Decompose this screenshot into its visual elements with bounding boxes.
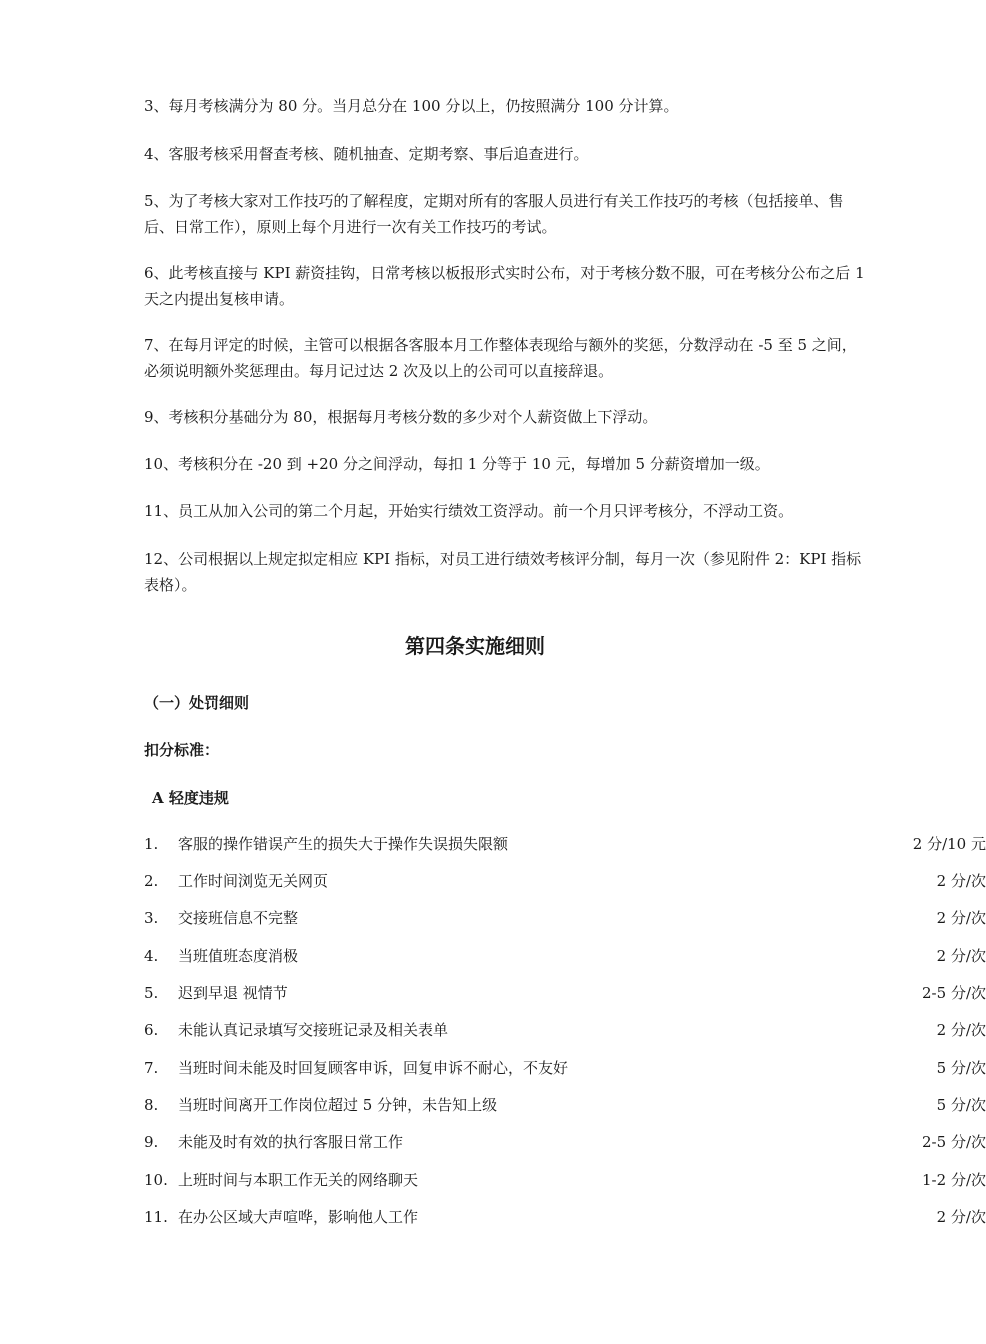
item-number: 3. — [144, 909, 159, 927]
item-text: 未能及时有效的执行客服日常工作 — [178, 1133, 404, 1151]
item-number: 5. — [144, 984, 159, 1002]
item-text: 当班时间未能及时回复顾客申诉，回复申诉不耐心，不友好 — [178, 1059, 569, 1077]
item-score: 5 分/次 — [936, 1096, 986, 1114]
item-number: 10. — [144, 1171, 168, 1189]
rule-paragraph-12: 12、公司根据以上规定拟定相应 KPI 指标，对员工进行绩效考核评分制，每月一次（参见附件 2：KPI 指标表格）。 — [144, 550, 862, 594]
category-label: A 轻度违规 — [152, 789, 229, 807]
rule-paragraph-7: 7、在每月评定的时候，主管可以根据各客服本月工作整体表现给与额外的奖惩，分数浮动在 -5 至 5 之间，必须说明额外奖惩理由。每月记过达 2 次及以上的公司可以直接辞退。 — [144, 336, 857, 380]
item-score: 2 分/次 — [936, 872, 986, 890]
list-item — [144, 1092, 986, 1118]
item-number: 8. — [144, 1096, 159, 1114]
list-item — [144, 1055, 986, 1081]
list-item — [144, 1204, 986, 1230]
item-text: 在办公区域大声喧哗，影响他人工作 — [178, 1208, 419, 1226]
item-score: 2 分/10 元 — [912, 835, 986, 853]
list-item — [144, 905, 986, 931]
section-heading: 第四条实施细则 — [405, 634, 545, 658]
rule-paragraph-6: 6、此考核直接与 KPI 薪资挂钩，日常考核以板报形式实时公布，对于考核分数不服，可在考核分公布之后 1 天之内提出复核申请。 — [144, 264, 865, 308]
item-score: 2 分/次 — [936, 1021, 986, 1039]
item-text: 当班值班态度消极 — [178, 947, 299, 965]
item-text: 上班时间与本职工作无关的网络聊天 — [178, 1171, 419, 1189]
list-item — [144, 868, 986, 894]
list-item — [144, 1167, 986, 1193]
item-text: 当班时间离开工作岗位超过 5 分钟，未告知上级 — [178, 1096, 498, 1114]
item-score: 1-2 分/次 — [922, 1171, 986, 1189]
item-score: 2-5 分/次 — [922, 984, 986, 1002]
subsection-title: （一）处罚细则 — [144, 694, 250, 712]
rule-paragraph-9: 9、考核积分基础分为 80，根据每月考核分数的多少对个人薪资做上下浮动。 — [144, 408, 658, 426]
deduction-label: 扣分标准： — [144, 741, 220, 759]
list-item — [144, 831, 986, 857]
item-number: 6. — [144, 1021, 159, 1039]
list-item — [144, 1129, 986, 1155]
item-number: 11. — [144, 1208, 168, 1226]
item-number: 1. — [144, 835, 159, 853]
item-text: 工作时间浏览无关网页 — [178, 872, 329, 890]
item-number: 9. — [144, 1133, 159, 1151]
list-item — [144, 1017, 986, 1043]
item-text: 交接班信息不完整 — [178, 909, 299, 927]
rule-paragraph-10: 10、考核积分在 -20 到 +20 分之间浮动，每扣 1 分等于 10 元，每增加 5 分薪资增加一级。 — [144, 455, 770, 473]
item-text: 未能认真记录填写交接班记录及相关表单 — [178, 1021, 449, 1039]
item-score: 2 分/次 — [936, 909, 986, 927]
item-text: 客服的操作错误产生的损失大于操作失误损失限额 — [178, 835, 509, 853]
item-score: 2 分/次 — [936, 1208, 986, 1226]
item-number: 4. — [144, 947, 159, 965]
item-score: 5 分/次 — [936, 1059, 986, 1077]
item-score: 2 分/次 — [936, 947, 986, 965]
rule-paragraph-4: 4、客服考核采用督查考核、随机抽查、定期考察、事后追查进行。 — [144, 145, 589, 163]
list-item — [144, 980, 986, 1006]
item-number: 2. — [144, 872, 159, 890]
list-item — [144, 943, 986, 969]
rule-paragraph-3: 3、每月考核满分为 80 分。当月总分在 100 分以上，仍按照满分 100 分计算。 — [144, 97, 679, 115]
rule-paragraph-5: 5、为了考核大家对工作技巧的了解程度，定期对所有的客服人员进行有关工作技巧的考核（包括接单、售后、日常工作），原则上每个月进行一次有关工作技巧的考试。 — [144, 192, 844, 236]
rule-paragraph-11: 11、员工从加入公司的第二个月起，开始实行绩效工资浮动。前一个月只评考核分，不浮动工资。 — [144, 502, 794, 520]
item-number: 7. — [144, 1059, 159, 1077]
item-text: 迟到早退 视情节 — [178, 984, 288, 1002]
item-score: 2-5 分/次 — [922, 1133, 986, 1151]
